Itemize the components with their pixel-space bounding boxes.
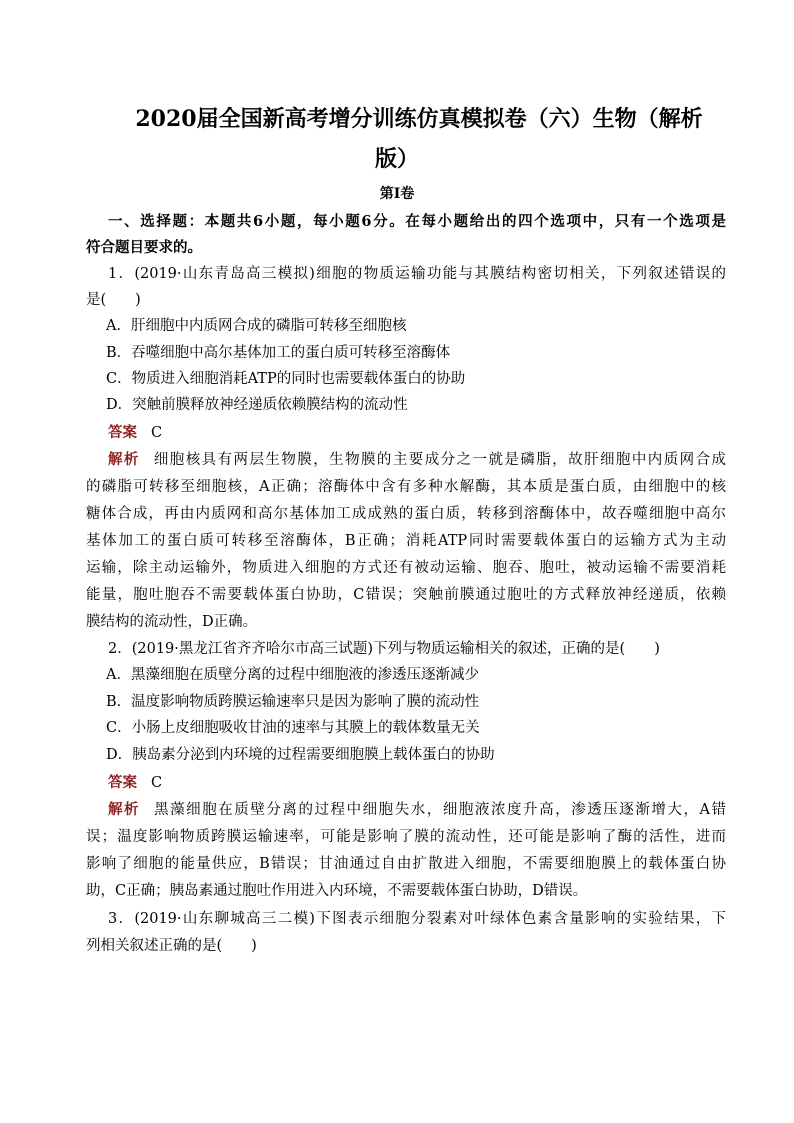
q2-analysis-line-4: 助，C正确；胰岛素通过胞吐作用进入内环境，不需要载体蛋白协助，D错误。	[86, 883, 588, 899]
q1-analysis-line-2: 的磷脂可转移至细胞核，A正确；溶酶体中含有多种水解酶，其本质是蛋白质，由细胞中的核	[86, 479, 726, 495]
q2-stem-line-1: 2．(2019·黑龙江省齐齐哈尔市高三试题)下列与物质运输相关的叙述，正确的是( )	[108, 641, 660, 657]
q1-analysis-line-1	[108, 450, 726, 470]
q1-analysis-line-6: 能量，胞吐胞吞不需要载体蛋白协助，C错误；突触前膜通过胞吐的方式释放神经递质，依赖	[86, 587, 726, 603]
analysis-label: 解析	[108, 801, 141, 818]
q2-analysis-line-1	[108, 800, 726, 820]
q1-option-d: D．突触前膜释放神经递质依赖膜结构的流动性	[106, 397, 408, 413]
section-instruction-line-2: 符合题目要求的。	[86, 239, 202, 256]
q2-option-c: C．小肠上皮细胞吸收甘油的速率与其膜上的载体数量无关	[106, 720, 480, 736]
q1-analysis-line-7: 膜结构的流动性，D正确。	[86, 614, 258, 630]
q2-analysis-line-3: 影响了细胞的能量供应，B错误；甘油通过自由扩散进入细胞，不需要细胞膜上的载体蛋白协	[86, 856, 726, 872]
q2-answer-value: C	[151, 775, 163, 791]
q3-stem-line-1: 3．(2019·山东聊城高三二模)下图表示细胞分裂素对叶绿体色素含量影响的实验结果，下	[108, 911, 726, 927]
q3-stem-line-2: 列相关叙述正确的是( )	[86, 938, 257, 954]
q1-option-b: B．吞噬细胞中高尔基体加工的蛋白质可转移至溶酶体	[106, 345, 451, 361]
q2-analysis-line-2: 误；温度影响物质跨膜运输速率，可能是影响了膜的流动性，还可能是影响了酶的活性，进而	[86, 829, 726, 845]
q1-analysis-line-5: 运输，除主动运输外，物质进入细胞的方式还有被动运输、胞吞、胞吐，被动运输不需要消耗	[86, 560, 726, 576]
q1-stem-line-1: 1．(2019·山东青岛高三模拟)细胞的物质运输功能与其膜结构密切相关，下列叙述错误的	[108, 266, 726, 282]
q1-analysis-line-4: 基体加工的蛋白质可转移至溶酶体，B正确；消耗ATP同时需要载体蛋白的运输方式为主动	[86, 533, 726, 549]
q1-option-a: A．肝细胞中内质网合成的磷脂可转移至细胞核	[106, 318, 407, 334]
q1-option-c: C．物质进入细胞消耗ATP的同时也需要载体蛋白的协助	[106, 371, 466, 387]
volume-heading: 第Ⅰ卷	[379, 186, 415, 202]
q1-analysis-text-1: 细胞核具有两层生物膜，生物膜的主要成分之一就是磷脂，故肝细胞中内质网合成	[153, 452, 726, 468]
q2-option-a: A．黑藻细胞在质壁分离的过程中细胞液的渗透压逐渐减少	[106, 667, 479, 683]
answer-label: 答案	[108, 774, 137, 791]
q1-stem-line-2: 是( )	[86, 292, 141, 308]
q1-analysis-line-3: 糖体合成，再由内质网和高尔基体加工成成熟的蛋白质，转移到溶酶体中，故吞噬细胞中高尔	[86, 506, 726, 522]
doc-title-line-2: 版）	[374, 146, 419, 172]
answer-label: 答案	[108, 424, 137, 441]
doc-title-line-1: 2020届全国新高考增分训练仿真模拟卷（六）生物（解析	[135, 106, 703, 132]
q2-option-d: D．胰岛素分泌到内环境的过程需要细胞膜上载体蛋白的协助	[106, 747, 495, 763]
section-instruction-line-1: 一、选择题：本题共6小题，每小题6分。在每小题给出的四个选项中，只有一个选项是	[108, 213, 726, 230]
q2-answer	[108, 773, 726, 793]
analysis-label: 解析	[108, 451, 140, 468]
q2-analysis-text-1: 黑藻细胞在质壁分离的过程中细胞失水，细胞液浓度升高，渗透压逐渐增大，A错	[154, 802, 726, 818]
q1-answer	[108, 423, 726, 443]
q1-answer-value: C	[151, 425, 163, 441]
q2-option-b: B．温度影响物质跨膜运输速率只是因为影响了膜的流动性	[106, 694, 480, 710]
